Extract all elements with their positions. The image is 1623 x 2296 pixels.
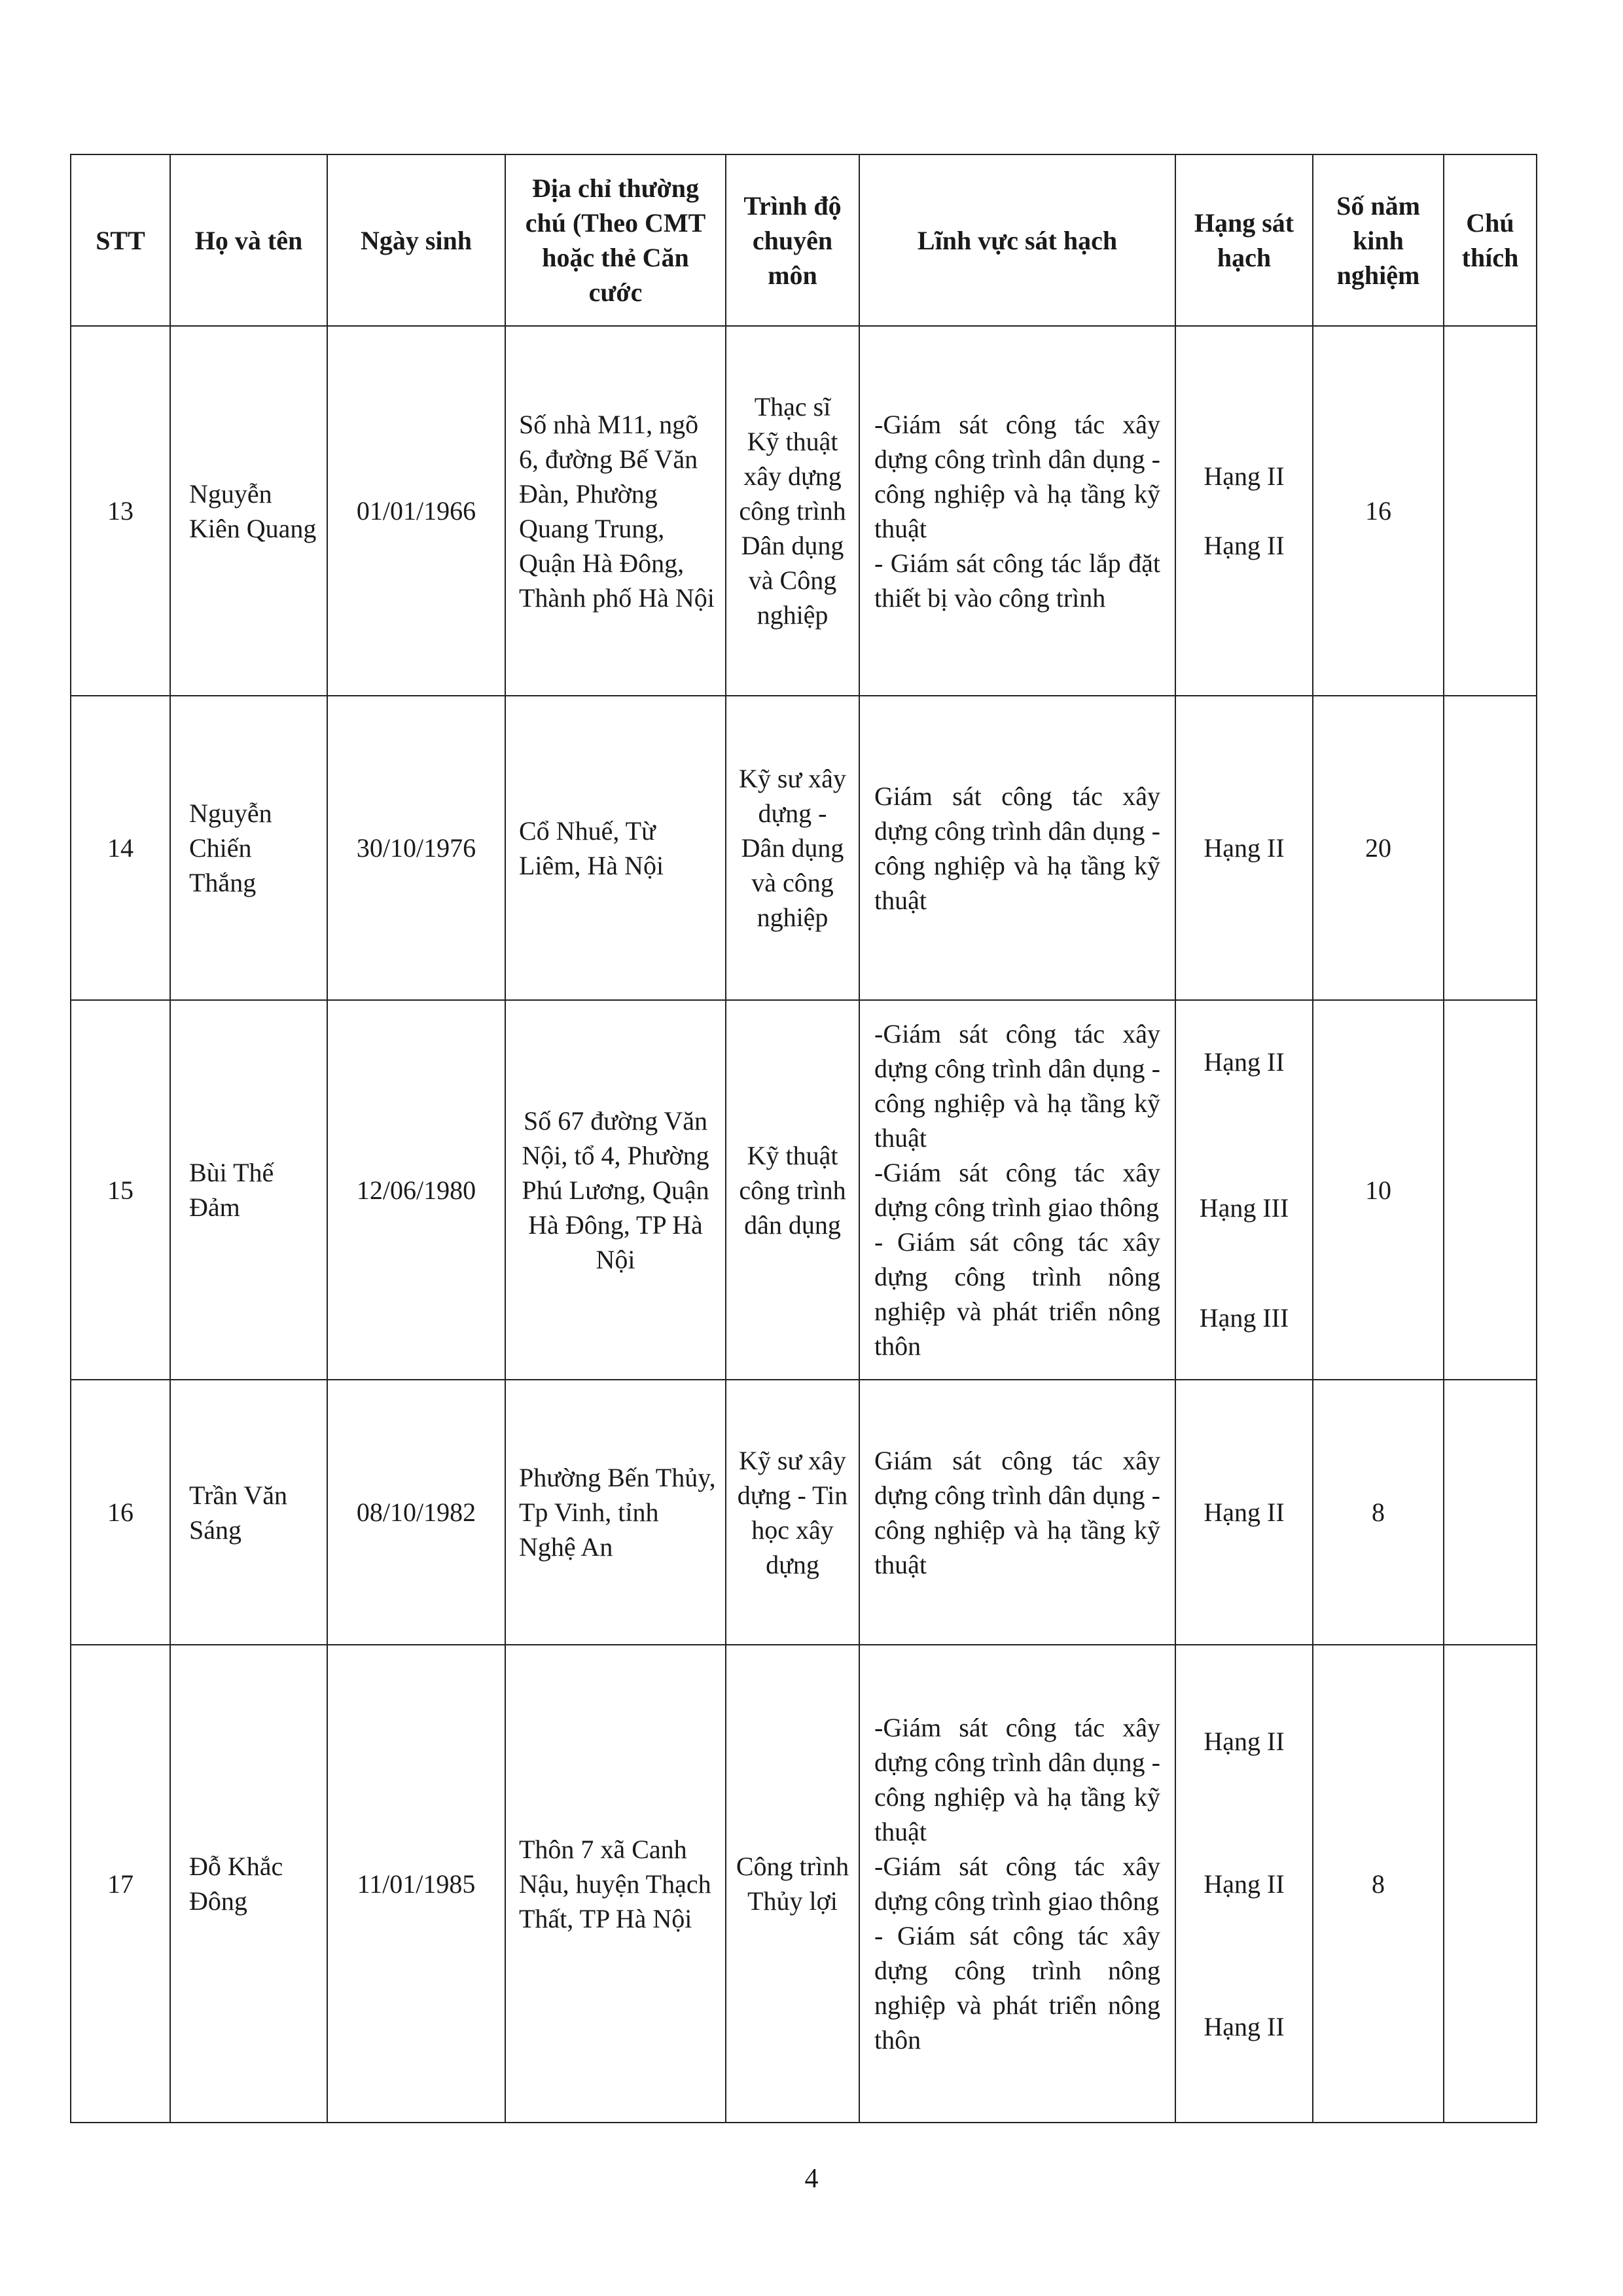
cell-grade bbox=[1175, 696, 1313, 1000]
header-grade: Hạng sát hạch bbox=[1175, 154, 1313, 326]
cell-stt: 14 bbox=[71, 696, 170, 1000]
cell-address: Số 67 đường Văn Nội, tổ 4, Phường Phú Lương, Quận Hà Đông, TP Hà Nội bbox=[505, 1000, 726, 1380]
cell-grade bbox=[1175, 1380, 1313, 1645]
field-item: -Giám sát công tác xây dựng công trình giao thông bbox=[874, 1158, 1160, 1222]
grade-item: Hạng II bbox=[1204, 1726, 1285, 1756]
cell-dob: 08/10/1982 bbox=[327, 1380, 505, 1645]
grade-item: Hạng II bbox=[1204, 1869, 1285, 1899]
cell-grade bbox=[1175, 1645, 1313, 2123]
cell-experience: 8 bbox=[1313, 1380, 1444, 1645]
grade-item: Hạng II bbox=[1204, 2011, 1285, 2041]
cell-stt: 17 bbox=[71, 1645, 170, 2123]
cell-note bbox=[1444, 1380, 1537, 1645]
cell-stt: 13 bbox=[71, 326, 170, 696]
table-row bbox=[71, 1000, 1537, 1380]
cell-dob: 01/01/1966 bbox=[327, 326, 505, 696]
cell-name: Bùi Thế Đảm bbox=[170, 1000, 327, 1380]
cell-dob: 30/10/1976 bbox=[327, 696, 505, 1000]
cell-qualification: Công trình Thủy lợi bbox=[726, 1645, 859, 2123]
cell-note bbox=[1444, 326, 1537, 696]
cell-grade bbox=[1175, 326, 1313, 696]
field-item: -Giám sát công tác xây dựng công trình giao thông bbox=[874, 1852, 1160, 1916]
field-item: -Giám sát công tác xây dựng công trình dân dụng - công nghiệp và hạ tầng kỹ thuật bbox=[874, 1019, 1160, 1153]
cell-field bbox=[859, 696, 1175, 1000]
cell-experience: 8 bbox=[1313, 1645, 1444, 2123]
grade-item: Hạng II bbox=[1204, 1498, 1285, 1527]
cell-stt: 16 bbox=[71, 1380, 170, 1645]
field-item: - Giám sát công tác xây dựng công trình nông nghiệp và phát triển nông thôn bbox=[874, 1227, 1160, 1361]
cell-name: Đỗ Khắc Đông bbox=[170, 1645, 327, 2123]
header-address: Địa chỉ thường chú (Theo CMT hoặc thẻ Căn cước bbox=[505, 154, 726, 326]
header-field: Lĩnh vực sát hạch bbox=[859, 154, 1175, 326]
cell-field bbox=[859, 326, 1175, 696]
cell-qualification: Thạc sĩ Kỹ thuật xây dựng công trình Dân dụng và Công nghiệp bbox=[726, 326, 859, 696]
table-row bbox=[71, 1380, 1537, 1645]
cell-address: Phường Bến Thủy, Tp Vinh, tỉnh Nghệ An bbox=[505, 1380, 726, 1645]
cell-stt: 15 bbox=[71, 1000, 170, 1380]
cell-address: Số nhà M11, ngõ 6, đường Bế Văn Đàn, Phường Quang Trung, Quận Hà Đông, Thành phố Hà Nội bbox=[505, 326, 726, 696]
header-stt: STT bbox=[71, 154, 170, 326]
field-item: -Giám sát công tác xây dựng công trình dân dụng - công nghiệp và hạ tầng kỹ thuật bbox=[874, 409, 1160, 543]
header-name: Họ và tên bbox=[170, 154, 327, 326]
cell-experience: 16 bbox=[1313, 326, 1444, 696]
header-experience: Số năm kinh nghiệm bbox=[1313, 154, 1444, 326]
grade-item: Hạng II bbox=[1204, 531, 1285, 560]
header-qualification: Trình độ chuyên môn bbox=[726, 154, 859, 326]
grade-item: Hạng II bbox=[1204, 1047, 1285, 1077]
header-row bbox=[71, 154, 1537, 326]
table-row bbox=[71, 326, 1537, 696]
cell-grade bbox=[1175, 1000, 1313, 1380]
cell-note bbox=[1444, 1645, 1537, 2123]
field-item: Giám sát công tác xây dựng công trình dân dụng - công nghiệp và hạ tầng kỹ thuật bbox=[874, 781, 1160, 915]
cell-experience: 20 bbox=[1313, 696, 1444, 1000]
cell-note bbox=[1444, 696, 1537, 1000]
field-item: - Giám sát công tác lắp đặt thiết bị vào công trình bbox=[874, 548, 1160, 613]
header-note: Chú thích bbox=[1444, 154, 1537, 326]
cell-dob: 11/01/1985 bbox=[327, 1645, 505, 2123]
cell-address: Cổ Nhuế, Từ Liêm, Hà Nội bbox=[505, 696, 726, 1000]
cell-note bbox=[1444, 1000, 1537, 1380]
cell-experience: 10 bbox=[1313, 1000, 1444, 1380]
cell-field bbox=[859, 1645, 1175, 2123]
table-row bbox=[71, 1645, 1537, 2123]
cell-field bbox=[859, 1380, 1175, 1645]
cell-qualification: Kỹ sư xây dựng - Dân dụng và công nghiệp bbox=[726, 696, 859, 1000]
cell-name: Nguyễn Kiên Quang bbox=[170, 326, 327, 696]
grade-item: Hạng III bbox=[1199, 1193, 1289, 1223]
cell-address: Thôn 7 xã Canh Nậu, huyện Thạch Thất, TP Hà Nội bbox=[505, 1645, 726, 2123]
cell-name: Nguyễn Chiến Thắng bbox=[170, 696, 327, 1000]
cell-name: Trần Văn Sáng bbox=[170, 1380, 327, 1645]
field-item: - Giám sát công tác xây dựng công trình nông nghiệp và phát triển nông thôn bbox=[874, 1921, 1160, 2054]
cell-dob: 12/06/1980 bbox=[327, 1000, 505, 1380]
field-item: Giám sát công tác xây dựng công trình dân dụng - công nghiệp và hạ tầng kỹ thuật bbox=[874, 1445, 1160, 1579]
experts-table bbox=[70, 154, 1537, 2123]
header-dob: Ngày sinh bbox=[327, 154, 505, 326]
grade-item: Hạng II bbox=[1204, 833, 1285, 863]
grade-item: Hạng III bbox=[1199, 1303, 1289, 1333]
table-row bbox=[71, 696, 1537, 1000]
page-number: 4 bbox=[804, 2164, 819, 2194]
field-item: -Giám sát công tác xây dựng công trình dân dụng - công nghiệp và hạ tầng kỹ thuật bbox=[874, 1713, 1160, 1846]
grade-item: Hạng II bbox=[1204, 461, 1285, 491]
cell-qualification: Kỹ sư xây dựng - Tin học xây dựng bbox=[726, 1380, 859, 1645]
cell-field bbox=[859, 1000, 1175, 1380]
cell-qualification: Kỹ thuật công trình dân dụng bbox=[726, 1000, 859, 1380]
